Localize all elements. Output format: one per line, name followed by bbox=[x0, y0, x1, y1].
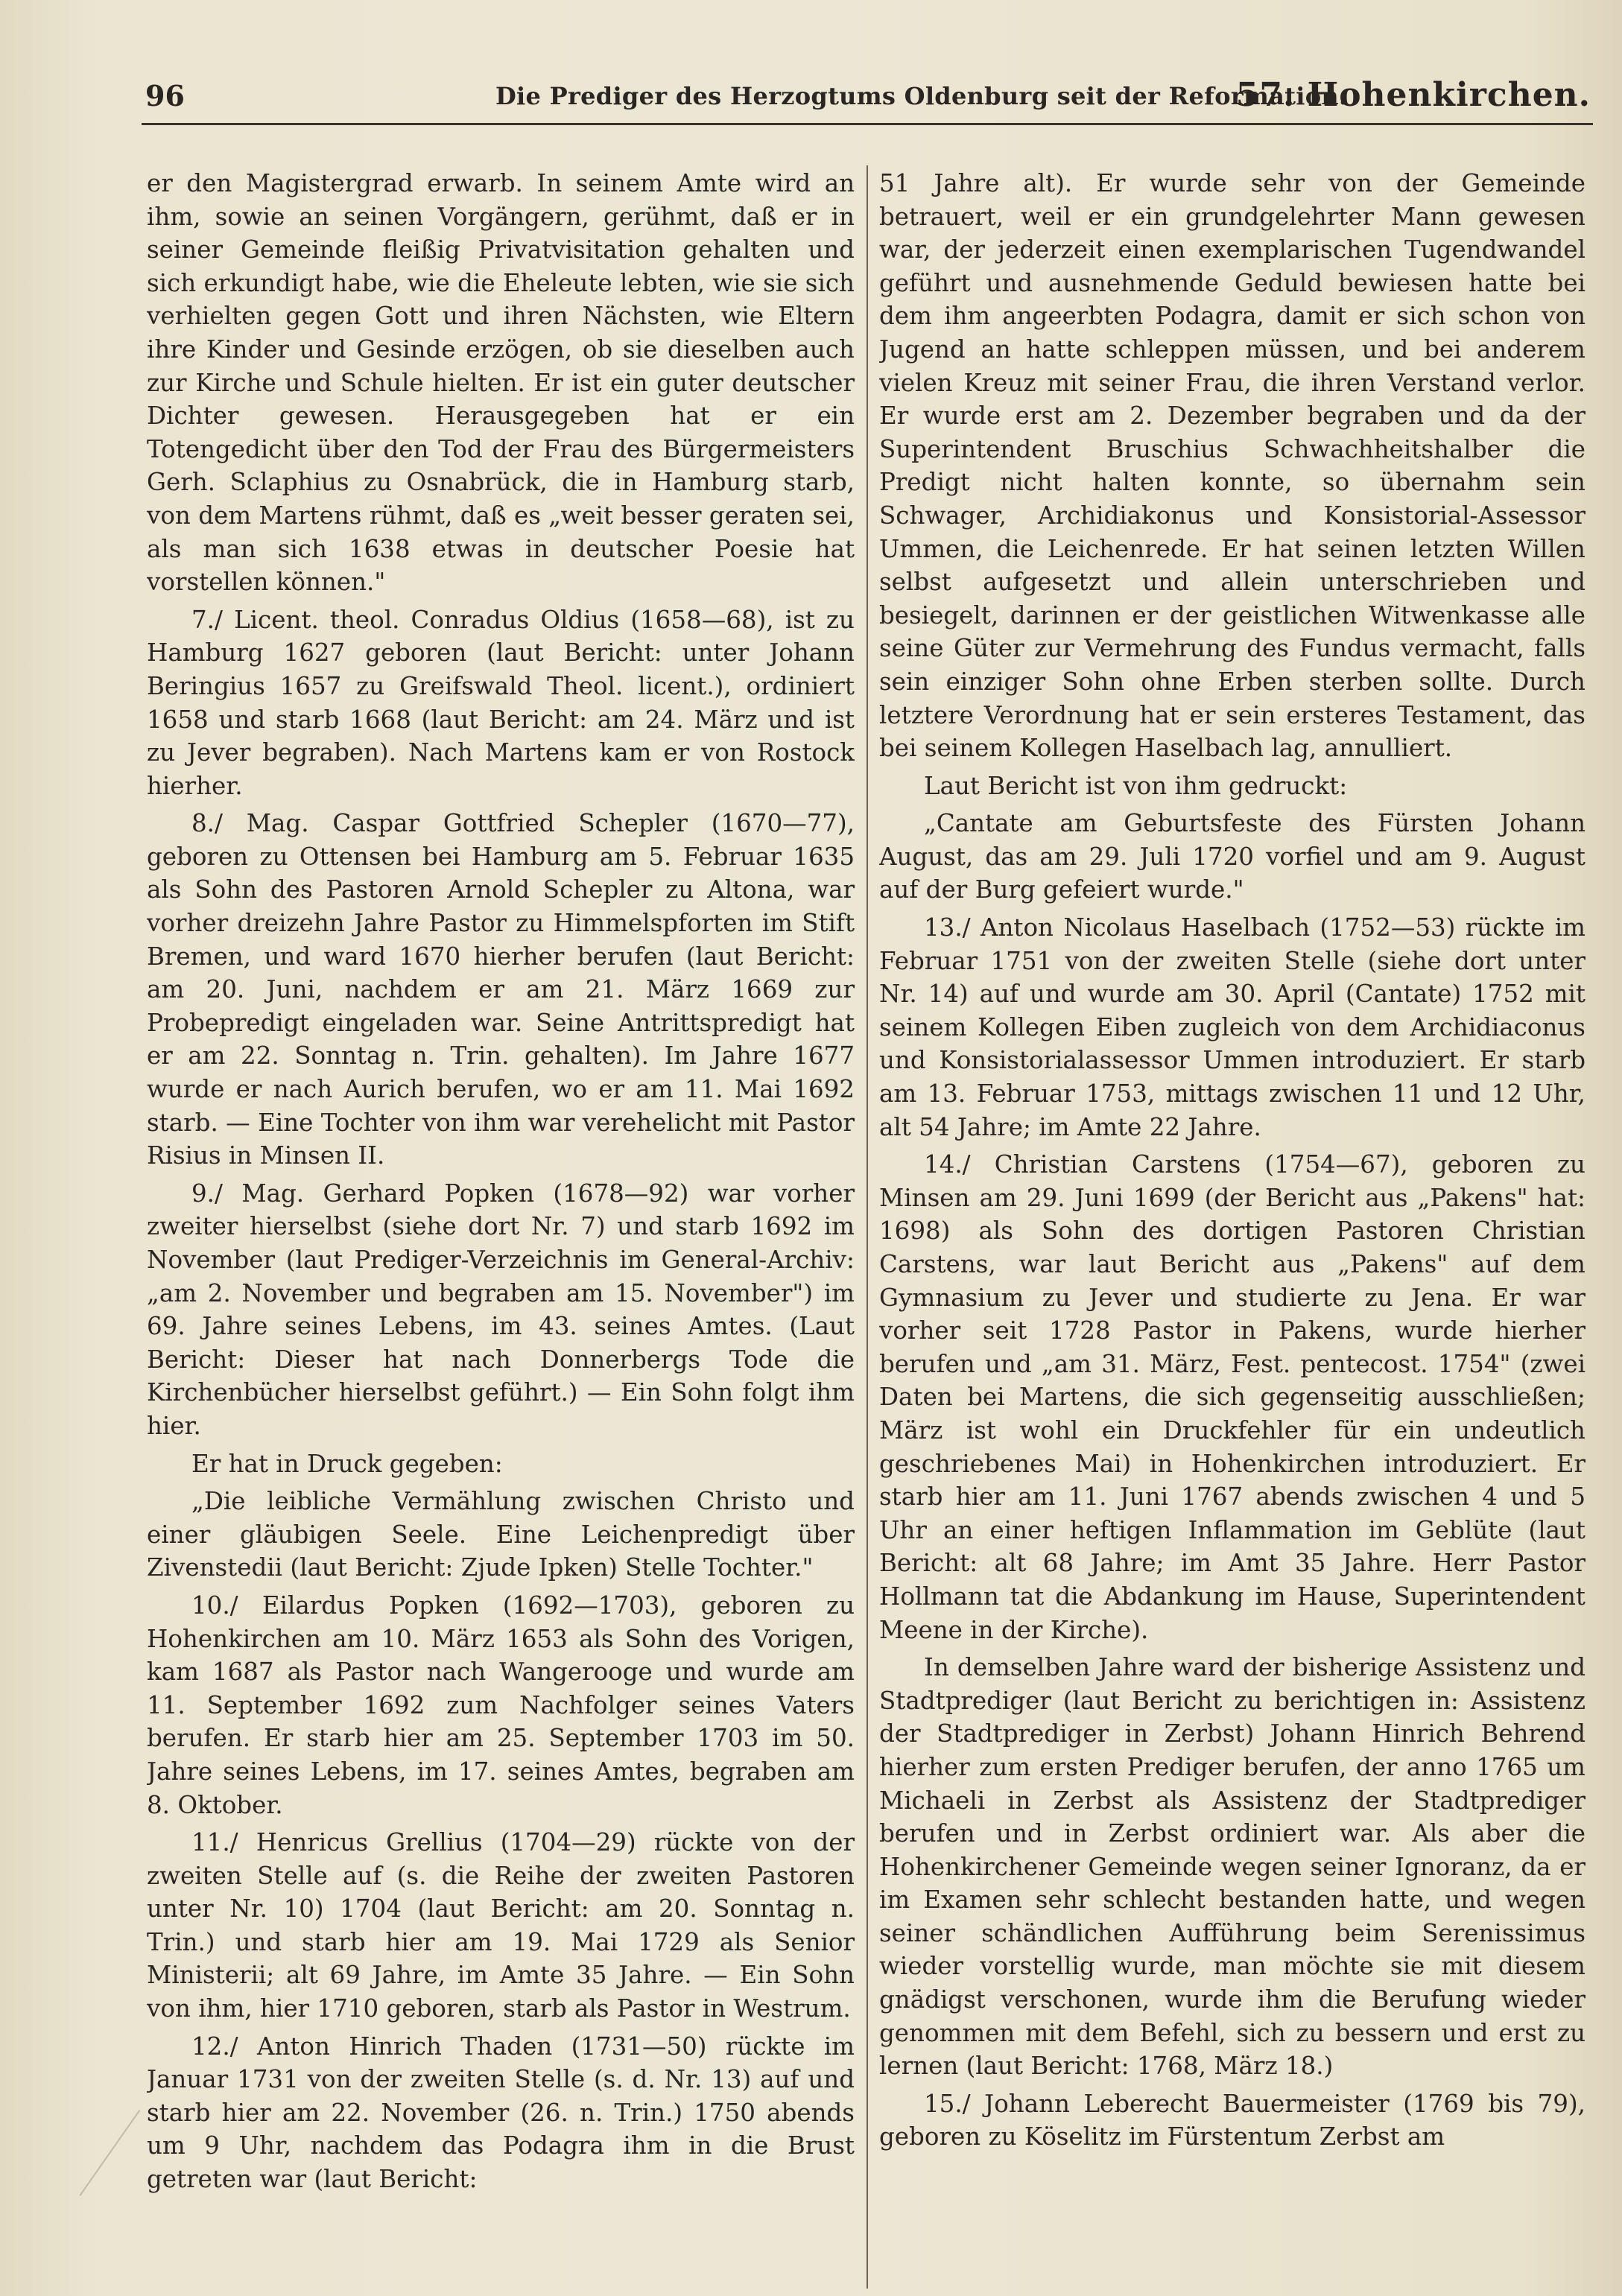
paragraph: In demselben Jahre ward der bisherige Assistenz und Stadtprediger (laut Bericht zu berichtigen in: Assistenz der Stadtprediger in Zerbst) Johann Hinrich Behrend hierher zum ersten Prediger berufen, der anno 1765 um Michaeli in Zerbst als Assistenz der Stadtprediger berufen und in Zerbst ordiniert war. Als aber die Hohenkirchener Gemeinde wegen seiner Ignoranz, da er im Examen sehr schlecht bestanden hatte, und wegen seiner schändlichen Aufführung beim Serenissimus wieder vorstellig wurde, man möchte sie mit diesem gnädigst verschonen, wurde ihm die Berufung wieder genommen mit dem Befehl, sich zu bessern und erst zu lernen (laut Bericht: 1768, März 18.) bbox=[879, 1653, 1585, 2081]
paragraph: 9./ Mag. Gerhard Popken (1678—92) war vorher zweiter hierselbst (siehe dort Nr. 7) und starb 1692 im November (laut Prediger-Verzeichnis im General-Archiv: „am 2. November und begraben am 15. November") im 69. Jahre seines Lebens, im 43. seines Amtes. (Laut Bericht: Dieser hat nach Donnerbergs Tode die Kirchenbücher hierselbst geführt.) — Ein Sohn folgt ihm hier. bbox=[147, 1179, 855, 1440]
right-column bbox=[879, 167, 1585, 2290]
paragraph: 14./ Christian Carstens (1754—67), geboren zu Minsen am 29. Juni 1699 (der Bericht aus „Pakens" hat: 1698) als Sohn des dortigen Pastoren Christian Carstens, war laut Bericht aus „Pakens" auf dem Gymnasium zu Jever und studierte zu Jena. Er war vorher seit 1728 Pastor in Pakens, wurde hierher berufen und „am 31. März, Fest. pentecost. 1754" (zwei Daten bei Martens, die sich gegenseitig ausschließen; März ist wohl ein Druckfehler für ein undeutlich geschriebenes Mai) in Hohenkirchen introduziert. Er starb hier am 11. Juni 1767 abends zwischen 4 und 5 Uhr an einer heftigen Inflammation im Geblüte (laut Bericht: alt 68 Jahre; im Amt 35 Jahre. Herr Pastor Hollmann tat die Abdankung im Hause, Superintendent Meene in der Kirche). bbox=[879, 1150, 1585, 1644]
paragraph: Laut Bericht ist von ihm gedruckt: bbox=[924, 771, 1348, 800]
page-number: 96 bbox=[145, 79, 185, 112]
paragraph: 12./ Anton Hinrich Thaden (1731—50) rückte im Januar 1731 von der zweiten Stelle (s. d. Nr. 13) auf und starb hier am 22. November (26. n. Trin.) 1750 abends um 9 Uhr, nachdem das Podagra ihm in die Brust getreten war (laut Bericht: bbox=[147, 2032, 855, 2194]
quoted-title: „Die leibliche Vermählung zwischen Christo und einer gläubigen Seele. Eine Leichenpredigt über Zivenstedii (laut Bericht: Zjude Ipken) Stelle Tochter." bbox=[147, 1487, 855, 1582]
column-divider bbox=[867, 165, 868, 2289]
paragraph: 51 Jahre alt). Er wurde sehr von der Gemeinde betrauert, weil er ein grundgelehrter Mann gewesen war, der jederzeit einen exemplarischen Tugendwandel geführt und ausnehmende Geduld bewiesen hatte bei dem ihm angeerbten Podagra, damit er sich schon von Jugend an hatte schleppen müssen, und bei anderem vielen Kreuz mit seiner Frau, die ihren Verstand verlor. Er wurde erst am 2. Dezember begraben und da der Superintendent Bruschius Schwachheitshalber die Predigt nicht halten konnte, so übernahm sein Schwager, Archidiakonus und Konsistorial-Assessor Ummen, die Leichenrede. Er hat seinen letzten Willen selbst aufgesetzt und allein unterschrieben und besiegelt, darinnen er der geistlichen Witwenkasse alle seine Güter zur Vermehrung des Fundus vermacht, falls sein einziger Sohn ohne Erben sterben sollte. Durch letztere Verordnung hat er sein ersteres Testament, das bei seinem Kollegen Haselbach lag, annulliert. bbox=[879, 169, 1585, 763]
paragraph: 13./ Anton Nicolaus Haselbach (1752—53) rückte im Februar 1751 von der zweiten Stelle (siehe dort unter Nr. 14) auf und wurde am 30. April (Cantate) 1752 mit seinem Kollegen Eiben zugleich von dem Archidiaconus und Konsistorialassessor Ummen introduziert. Er starb am 13. Februar 1753, mittags zwischen 11 und 12 Uhr, alt 54 Jahre; im Amte 22 Jahre. bbox=[879, 913, 1585, 1141]
quoted-title: „Cantate am Geburtsfeste des Fürsten Johann August, das am 29. Juli 1720 vorfiel und am 9. August auf der Burg gefeiert wurde." bbox=[879, 809, 1585, 904]
header-rule bbox=[142, 123, 1593, 125]
left-column bbox=[147, 167, 855, 2290]
paragraph: 11./ Henricus Grellius (1704—29) rückte von der zweiten Stelle auf (s. die Reihe der zweiten Pastoren unter Nr. 10) 1704 (laut Bericht: am 20. Sonntag n. Trin.) und starb hier am 19. Mai 1729 als Senior Ministerii; alt 69 Jahre, im Amte 35 Jahre. — Ein Sohn von ihm, hier 1710 geboren, starb als Pastor in Westrum. bbox=[147, 1828, 855, 2023]
paragraph: 8./ Mag. Caspar Gottfried Schepler (1670—77), geboren zu Ottensen bei Hamburg am 5. Februar 1635 als Sohn des Pastoren Arnold Schepler zu Altona, war vorher dreizehn Jahre Pastor zu Himmelspforten im Stift Bremen, und ward 1670 hierher berufen (laut Bericht: am 20. Juni, nachdem er am 21. März 1669 zur Probepredigt eingeladen war. Seine Antrittspredigt hat er am 22. Sonntag n. Trin. gehalten). Im Jahre 1677 wurde er nach Aurich berufen, wo er am 11. Mai 1692 starb. — Eine Tochter von ihm war verehelicht mit Pastor Risius in Minsen II. bbox=[147, 809, 855, 1170]
paragraph: 15./ Johann Leberecht Bauermeister (1769 bis 79), geboren zu Köselitz im Fürstentum Zerbst am bbox=[879, 2089, 1585, 2151]
section-heading: 57. Hohenkirchen. bbox=[1235, 76, 1591, 114]
paragraph: Er hat in Druck gegeben: bbox=[191, 1449, 503, 1478]
paragraph: 7./ Licent. theol. Conradus Oldius (1658—68), ist zu Hamburg 1627 geboren (laut Bericht: unter Johann Beringius 1657 zu Greifswald Theol. licent.), ordiniert 1658 und starb 1668 (laut Bericht: am 24. März und ist zu Jever begraben). Nach Martens kam er von Rostock hierher. bbox=[147, 605, 855, 800]
page-header bbox=[145, 73, 1591, 118]
running-title: Die Prediger des Herzogtums Oldenburg seit der Reformation. bbox=[495, 82, 1348, 110]
paragraph: 10./ Eilardus Popken (1692—1703), geboren zu Hohenkirchen am 10. März 1653 als Sohn des Vorigen, kam 1687 als Pastor nach Wangerooge und wurde am 11. September 1692 zum Nachfolger seines Vaters berufen. Er starb hier am 25. September 1703 im 50. Jahre seines Lebens, im 17. seines Amtes, begraben am 8. Oktober. bbox=[147, 1591, 855, 1819]
paragraph: er den Magistergrad erwarb. In seinem Amte wird an ihm, sowie an seinen Vorgängern, gerühmt, daß er in seiner Gemeinde fleißig Privatvisitation gehalten und sich erkundigt habe, wie die Eheleute lebten, wie sie sich verhielten gegen Gott und ihren Nächsten, wie Eltern ihre Kinder und Gesinde erzögen, ob sie dieselben auch zur Kirche und Schule hielten. Er ist ein guter deutscher Dichter gewesen. Herausgegeben hat er ein Totengedicht über den Tod der Frau des Bürgermeisters Gerh. Sclaphius zu Osnabrück, die in Hamburg starb, von dem Martens rühmt, daß es „weit besser geraten sei, als man sich 1638 etwas in deutscher Poesie hat vorstellen können." bbox=[147, 169, 855, 597]
